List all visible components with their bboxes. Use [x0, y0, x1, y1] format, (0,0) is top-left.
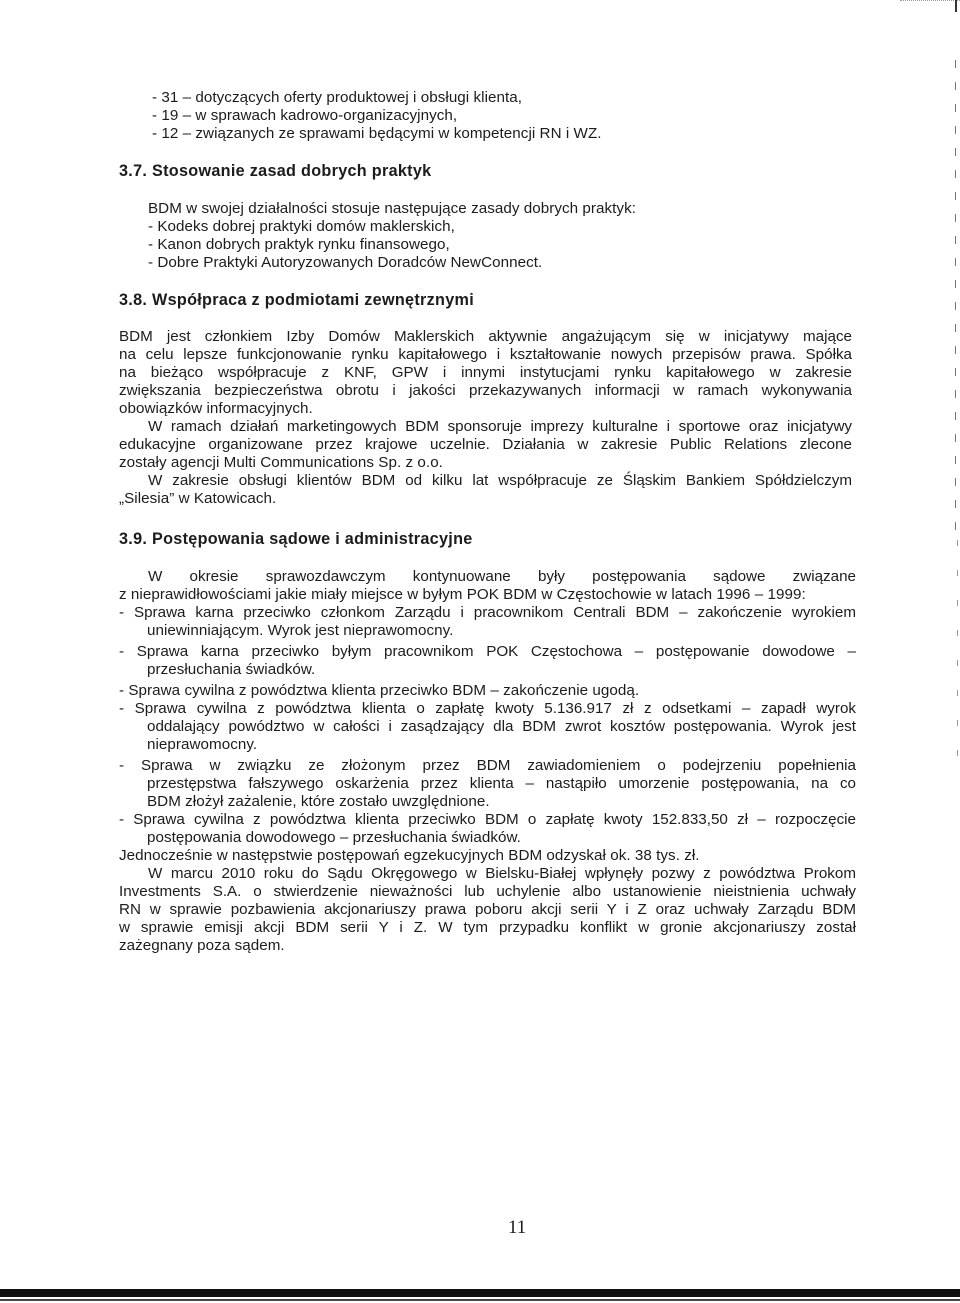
list-item-continuation: BDM złożył zażalenie, które zostało uwzględnione. — [147, 793, 490, 810]
list-item: - Kodeks dobrej praktyki domów maklerskich, — [148, 218, 455, 235]
paragraph: BDM w swojej działalności stosuje następujące zasady dobrych praktyk: — [148, 200, 636, 217]
paragraph-line: zostały agencji Multi Communications Sp. z o.o. — [119, 454, 443, 471]
list-item: - Sprawa cywilna z powództwa klienta przeciwko BDM – zakończenie ugodą. — [119, 682, 640, 699]
list-item-continuation: uniewinniającym. Wyrok jest nieprawomocny. — [147, 622, 454, 639]
paragraph-line: W marcu 2010 roku do Sądu Okręgowego w Bielsku-Białej wpłynęły pozwy z powództwa Prokom — [148, 865, 856, 882]
paragraph-line: z nieprawidłowościami jakie miały miejsce w byłym POK BDM w Częstochowie w latach 1996 – 1999: — [119, 586, 806, 603]
paragraph-line: „Silesia” w Katowicach. — [119, 490, 277, 507]
paragraph-line: edukacyjne organizowane przez krajowe uczelnie. Działania w zakresie Public Relations zlecone — [119, 436, 852, 453]
list-item-continuation: nieprawomocny. — [147, 736, 258, 753]
paragraph-line: W zakresie obsługi klientów BDM od kilku lat współpracuje ze Śląskim Bankiem Spółdzielczym — [148, 472, 852, 489]
list-item-continuation: przesłuchania świadków. — [147, 661, 316, 678]
scan-edge-bottom — [0, 1289, 960, 1297]
list-item: - 12 – związanych ze sprawami będącymi w kompetencji RN i WZ. — [152, 125, 602, 142]
paragraph-line: RN w sprawie pozbawienia akcjonariuszy prawa poboru akcji serii Y i Z oraz uchwały Zarządu BDM — [119, 901, 856, 918]
paragraph-line: W ramach działań marketingowych BDM sponsoruje imprezy kulturalne i sportowe oraz inicjatywy — [148, 418, 852, 435]
paragraph-line: na bieżąco współpracuje z KNF, GPW i innymi instytucjami rynku kapitałowego w zakresie — [119, 364, 852, 381]
paragraph-line: w sprawie emisji akcji BDM serii Y i Z. W tym przypadku konflikt w gronie akcjonariuszy został — [119, 919, 856, 936]
paragraph-line: obowiązków informacyjnych. — [119, 400, 313, 417]
list-item: - Kanon dobrych praktyk rynku finansowego, — [148, 236, 450, 253]
section-heading: 3.8. Współpraca z podmiotami zewnętrznymi — [119, 291, 475, 309]
paragraph-line: zażegnany poza sądem. — [119, 937, 285, 954]
list-item-continuation: postępowania dowodowego – przesłuchania świadków. — [147, 829, 521, 846]
list-item: - Sprawa w związku ze złożonym przez BDM zawiadomieniem o podejrzeniu popełnienia — [119, 757, 856, 774]
paragraph-line: na celu lepsze funkcjonowanie rynku kapitałowego i kształtowanie nowych przepisów prawa. Spółka — [119, 346, 852, 363]
section-heading: 3.7. Stosowanie zasad dobrych praktyk — [119, 162, 432, 180]
list-item: - 31 – dotyczących oferty produktowej i obsługi klienta, — [152, 89, 523, 106]
list-item: - Sprawa karna przeciwko członkom Zarządu i pracownikom Centrali BDM – zakończenie wyrokiem — [119, 604, 856, 621]
scan-mark — [955, 0, 957, 12]
scan-edge-right — [957, 540, 958, 760]
paragraph-line: W okresie sprawozdawczym kontynuowane były postępowania sądowe związane — [148, 568, 856, 585]
scan-edge-right — [955, 60, 956, 530]
page-number: 11 — [508, 1217, 527, 1238]
paragraph-line: Investments S.A. o stwierdzenie nieważności lub uchylenie albo ustanowienie nieistnienia uchwały — [119, 883, 856, 900]
section-heading: 3.9. Postępowania sądowe i administracyjne — [119, 530, 473, 548]
list-item: - 19 – w sprawach kadrowo-organizacyjnych, — [152, 107, 458, 124]
list-item: - Sprawa cywilna z powództwa klienta przeciwko BDM o zapłatę kwoty 152.833,50 zł – rozpoczęcie — [119, 811, 856, 828]
list-item: - Sprawa cywilna z powództwa klienta o zapłatę kwoty 5.136.917 zł z odsetkami – zapadł wyrok — [119, 700, 856, 717]
paragraph-line: zwiększania bezpieczeństwa obrotu i jakości przekazywanych informacji w ramach wykonywania — [119, 382, 852, 399]
list-item-continuation: przestępstwa fałszywego oskarżenia przez klienta – nastąpiło umorzenie postępowania, na co — [147, 775, 856, 792]
list-item-continuation: oddalający powództwo w całości i zasądzający dla BDM zwrot kosztów postępowania. Wyrok jest — [147, 718, 856, 735]
paragraph-line: Jednocześnie w następstwie postępowań egzekucyjnych BDM odzyskał ok. 38 tys. zł. — [119, 847, 700, 864]
paragraph-line: BDM jest członkiem Izby Domów Maklerskich aktywnie angażującym się w inicjatywy mające — [119, 328, 852, 345]
scan-edge-bottom — [0, 1299, 960, 1301]
list-item: - Dobre Praktyki Autoryzowanych Doradców NewConnect. — [148, 254, 543, 271]
scan-edge-top — [900, 0, 960, 4]
list-item: - Sprawa karna przeciwko byłym pracownikom POK Częstochowa – postępowanie dowodowe – — [119, 643, 856, 660]
